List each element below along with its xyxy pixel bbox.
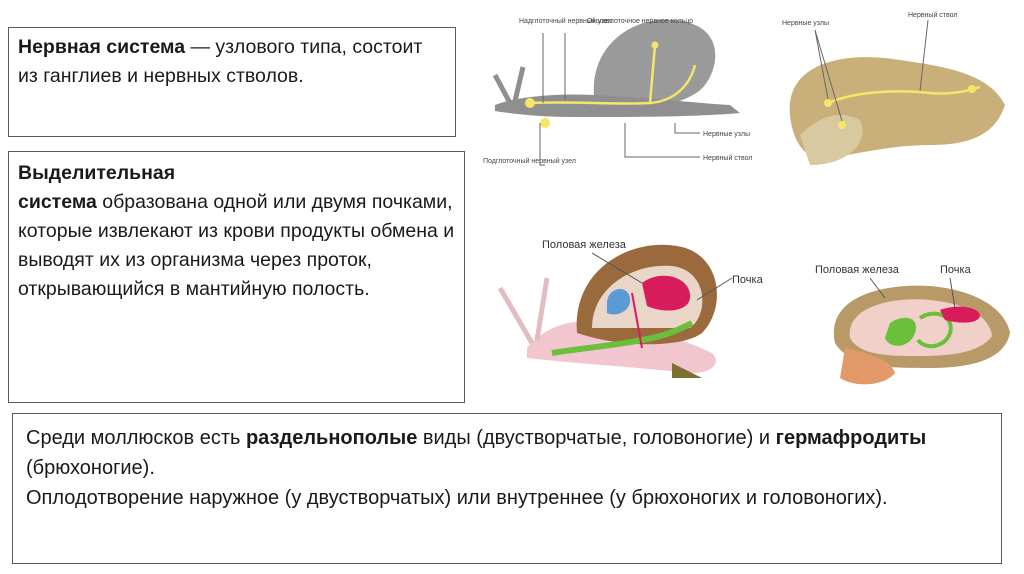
reproduction-prefix: Среди моллюсков есть (26, 427, 246, 449)
label-nerve-trunk: Нервный ствол (908, 12, 958, 19)
nervous-system-title: Нервная система (18, 36, 186, 58)
reproduction-suffix: (брюхоногие). (26, 457, 155, 479)
ganglion (838, 121, 846, 129)
ganglion (968, 85, 976, 93)
excretory-title-line2: система (18, 191, 97, 213)
reproduction-line1 (26, 423, 988, 483)
excretory-title-line1: Выделительная (18, 162, 176, 184)
ganglion (525, 98, 535, 108)
nervous-system-box (8, 27, 456, 137)
excretory-text: образована одной или двумя почками, которые извлекают из крови продукты обмена и выводят их из организма через проток, открывающийся в мантийную полость. (18, 191, 455, 300)
label-kidney: Почка (732, 274, 763, 286)
label-nerve-ring: Окологлоточное нервное кольцо (587, 18, 694, 25)
label-nerve-trunk: Нервный ствол (703, 155, 753, 162)
label-nerve-ganglia: Нервные узлы (703, 131, 751, 138)
label-kidney: Почка (940, 264, 971, 276)
label-supraesophageal-ganglion: Надглоточный нервный узел (519, 18, 613, 25)
ganglion (540, 118, 550, 128)
label-nerve-ganglia: Нервные узлы (782, 20, 830, 27)
label-gonad: Половая железа (815, 264, 899, 276)
fertilization-text: Оплодотворение наружное (у двустворчатых) или внутреннее (у брюхоногих и головоногих). (26, 487, 888, 509)
ganglion (824, 99, 832, 107)
bivalve-excretory-figure (810, 258, 1020, 393)
hermaphrodites-term: гермафродиты (775, 427, 927, 449)
excretory-system-box (8, 151, 465, 403)
dioecious-term: раздельнополые (245, 427, 418, 449)
reproduction-box (12, 413, 1002, 564)
label-subesophageal-ganglion: Подглоточный нервный узел (483, 158, 576, 165)
nervous-system-text: — узлового типа, состоит из ганглиев и нервных стволов. (18, 36, 423, 87)
reproduction-middle: виды (двустворчатые, головоногие) и (417, 427, 776, 449)
snail-nervous-system-figure (475, 5, 780, 195)
label-gonad: Половая железа (542, 239, 626, 251)
snail-excretory-figure (492, 228, 782, 408)
bivalve-nervous-system-figure (780, 5, 1020, 180)
